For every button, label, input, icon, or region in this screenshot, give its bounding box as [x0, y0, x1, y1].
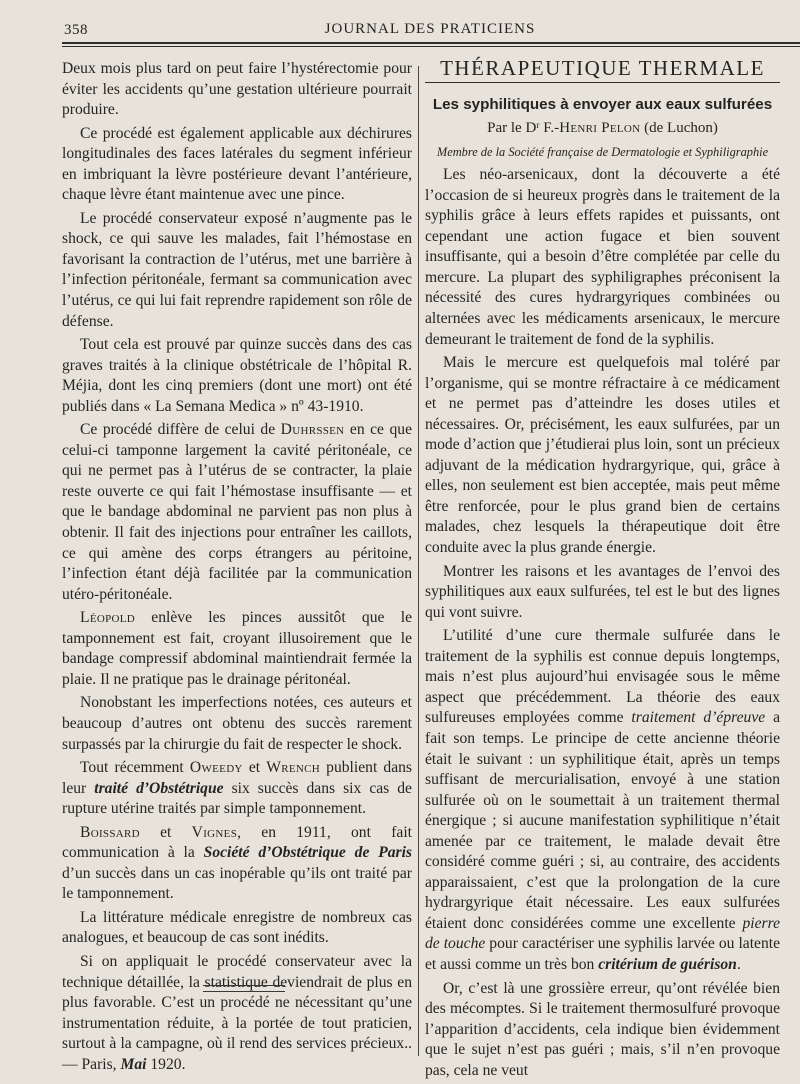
term-italic: pierre de touche: [425, 914, 780, 953]
text-run: Ce procédé diffère de celui de: [80, 421, 281, 439]
affiliation: Membre de la Société française de Dermatologie et Syphiligraphie: [436, 144, 769, 159]
text-run: pour caractériser une syphilis larvée ou latente et aussi comme un très bon: [425, 935, 780, 973]
text-run: L’utilité d’une cure thermale sulfurée dans le traitement de la syphilis est connue depuis longtemps, mais n’est plus aujourd’hui envisagée sous le même aspect que précédemment. La théorie des eaux sulfureuses employées comme: [425, 627, 780, 727]
paragraph: Deux mois plus tard on peut faire l’hystérectomie pour éviter les accidents qu’une gestation ultérieure pourrait produire.: [62, 60, 412, 119]
paragraph: Or, c’est là une grossière erreur, qu’ont révélée bien des mécomptes. Si le traitement thermosulfuré provoque l’apparition d’accidents, cela indique bien évidemment que le sujet n’est pas guéri ; mais, s’il n’en provoque pas, cela ne veut: [425, 979, 780, 1079]
byline: [425, 118, 780, 139]
text-run: a fait son temps. Le principe de cette ancienne théorie était le suivant : un syphilitique était, après un temps suffisant de mercurialisation, envoyé à une station sulfurée où on le soumettait à un traitement thermal énergique ; si aucune manifestation syphilitique n’était amenée par ce traitement, le malade devait être considéré comme guéri ; si, au contraire, des accidents apparaissaient, c’est que la prolongation de la cure hydrargyrique était nécessaire. Les eaux sulfurées étaient donc considérées comme une excellente: [425, 709, 780, 932]
text-run: et: [242, 759, 267, 777]
paragraph: [62, 952, 412, 1075]
paragraph: [62, 420, 412, 605]
term-italic: traitement d’épreuve: [631, 709, 766, 727]
text-run: .: [736, 955, 741, 973]
section-title: THÉRAPEUTIQUE THERMALE: [440, 56, 765, 80]
term-italic: critérium de guérison: [598, 955, 737, 973]
text-run: publient dans leur: [62, 759, 412, 797]
paragraph: Les néo-arsenicaux, dont la découverte a été l’occasion de si heureux progrès dans le traitement de la syphilis grâce à leurs effets rapides et puissants, ont cependant une action fugace et bien souvent insuffisante, qui a besoin d’être complétée par celle du mercure. La plupart des syphiligraphes préconisent la nécessité des cures hydrargyriques combinées ou alternées avec les médicaments arsenicaux, le mercure demeurant le traitement de fond de la syphilis.: [425, 166, 780, 348]
section-rule: [425, 82, 780, 83]
text-run: d’un succès dans un cas inopérable qu’ils ont traité par le tamponnement.: [62, 864, 412, 903]
text-run: six succès dans six cas de rupture utérine traités par simple tamponnement.: [62, 779, 412, 818]
column-divider: [418, 66, 419, 1056]
end-of-article-rule: [203, 985, 285, 992]
text-run: Tout récemment: [80, 759, 190, 777]
text-run: enlève les pinces aussitôt que le tamponnement est fait, croyant illusoirement que le bandage compressif abdominal maintiendrait fermée la plaie. Il ne pratique pas le drainage péritonéal.: [62, 609, 412, 688]
author-name: Oweedy: [189, 759, 243, 777]
paragraph: [62, 823, 412, 905]
author-name: Wrench: [266, 759, 321, 777]
date-month: Mai: [120, 1055, 147, 1073]
book-title: traité d’Obstétrique: [94, 779, 224, 797]
author-name: Boissard: [80, 823, 140, 841]
paragraph: Tout cela est prouvé par quinze succès dans des cas graves traités à la clinique obstétricale de l’hôpital R. Méjia, dont les cinq premiers (dont une mort) ont été publiés dans « La Semana Medica » nº 43-1910.: [62, 336, 412, 415]
header-rule-thin: [62, 46, 800, 47]
text-run: 1920.: [146, 1055, 186, 1073]
text-run: Si on appliquait le procédé conservateur avec la technique détaillée, la statistique deviendrait de plus en plus favorable. C’est un procédé ne nécessitant qu’une instrumentation réduite, à la portée de tout praticien, surtout à la campagne, où il rend des services précieux.. — Paris,: [62, 952, 412, 1073]
paragraph: Mais le mercure est quelquefois mal toléré par l’organisme, qui se montre réfractaire à ce médicament et ne permet pas d’atteindre les doses utiles et nécessaires. Or, précisément, les eaux sulfurées, par un mode d’action que j’étudierai plus loin, sont un précieux adjuvant de la médication hydrargyrique, qui, grâce à elles, non seulement est bien acceptée, mais peut même être renforcée, pour le plus grand bien de certains malades, chez lesquels la thérapeutique doit être conduite avec la plus grande énergie.: [425, 354, 780, 557]
paragraph: [62, 758, 412, 820]
paragraph: Ce procédé est également applicable aux déchirures longitudinales des faces latérales du segment inférieur en imbriquant la lèvre postérieure devant l’antérieure, chaque lèvre étant maintenue avec une pince.: [62, 124, 412, 204]
author-name: Henri Pelon: [559, 120, 641, 137]
society-name: Société d’Obstétrique de Paris: [203, 844, 412, 862]
text-run: en ce que celui-ci tamponne largement la cavité péritonéale, ce qui ne permet pas à l’utérus de se contracter, la plaie reste ouverte ce qui fait l’hémostase insuffisante — et que le bandage abdominal ne parvient pas non plus à obtenir. Il fait des injections pour entraîner les caillots, ce qui amène des corps étrangers au péritoine, l’infection étant déjà facilitée par la communication utéro-péritonéale.: [62, 421, 412, 603]
author-name: Duhrssen: [280, 421, 345, 439]
text-run: et: [139, 823, 192, 841]
paragraph: [425, 626, 780, 975]
author-name: Léopold: [80, 609, 136, 627]
paragraph: Le procédé conservateur exposé n’augmente pas le shock, ce qui sauve les malades, fait l’hémostase en favorisant la contraction de l’utérus, met une barrière à l’infection péritonéale, fermant sa communication avec l’utérus, ce qui lui fait reprendre rapidement son rôle de défense.: [62, 209, 412, 330]
paragraph: [62, 608, 412, 690]
paragraph: Nonobstant les imperfections notées, ces auteurs et beaucoup d’autres ont obtenu des succès rarement surpassés par la chirurgie du fait de respecter le shock.: [62, 694, 412, 753]
header-rule: [62, 42, 800, 44]
running-head: JOURNAL DES PRATICIENS: [324, 21, 536, 37]
article-title: Les syphilitiques à envoyer aux eaux sulfurées: [432, 95, 773, 113]
paragraph: La littérature médicale enregistre de nombreux cas analogues, et beaucoup de cas sont inédits.: [62, 908, 412, 947]
text-run: , en 1911, ont fait communication à la: [62, 823, 412, 862]
right-column: [425, 58, 780, 1084]
page-number: 358: [64, 22, 88, 38]
left-column: [62, 59, 412, 1078]
byline-prefix: Par le Dʳ F.-: [487, 120, 560, 137]
byline-suffix: (de Luchon): [640, 120, 718, 137]
paragraph: Montrer les raisons et les avantages de l’envoi des syphilitiques aux eaux sulfurées, tel est le but des lignes qui vont suivre.: [425, 562, 780, 621]
author-name: Vignes: [191, 823, 238, 841]
